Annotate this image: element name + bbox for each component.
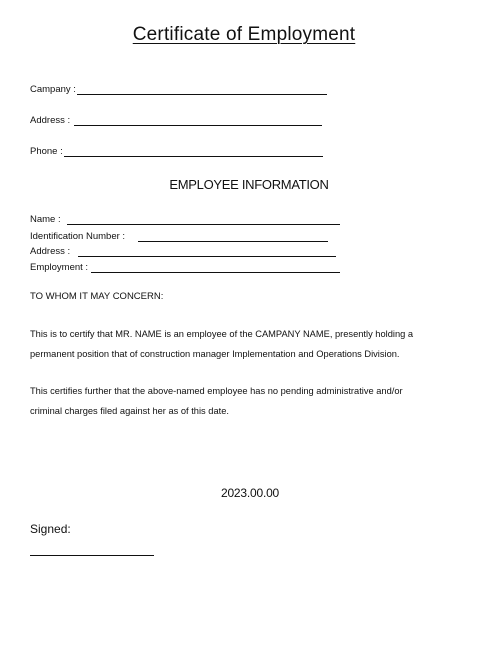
- issue-date: 2023.00.00: [220, 486, 280, 500]
- employee-id-blank-line: [138, 241, 328, 242]
- employee-name-blank-line: [67, 224, 340, 225]
- company-address-label: Address :: [30, 115, 71, 126]
- further-certification-line-1: This certifies further that the above-named employee has no pending administrative and/or: [30, 386, 403, 396]
- employee-name-label: Name :: [30, 214, 61, 225]
- certification-line-1: This is to certify that MR. NAME is an employee of the CAMPANY NAME, presently holding a: [30, 329, 414, 339]
- employee-address-field: [30, 246, 342, 258]
- company-address-blank-line: [74, 125, 322, 126]
- company-phone-field: [30, 146, 330, 158]
- further-certification-line-2: criminal charges filed against her as of this date.: [30, 406, 229, 416]
- certification-line-2: permanent position that of construction manager Implementation and Operations Division.: [30, 349, 400, 359]
- employee-employment-label: Employment :: [30, 262, 89, 273]
- employee-id-label: Identification Number :: [30, 231, 126, 242]
- company-field: [30, 84, 330, 96]
- employee-address-label: Address :: [30, 246, 71, 257]
- further-certification-paragraph: [30, 381, 460, 421]
- document-title: Certificate of Employment: [132, 24, 356, 45]
- company-phone-label: Phone :: [30, 146, 63, 157]
- employee-employment-blank-line: [91, 272, 340, 273]
- section-heading: EMPLOYEE INFORMATION: [169, 177, 329, 192]
- company-phone-blank-line: [64, 156, 323, 157]
- salutation: TO WHOM IT MAY CONCERN:: [30, 291, 164, 302]
- company-label: Campany :: [30, 84, 76, 95]
- company-blank-line: [77, 94, 327, 95]
- employee-address-blank-line: [78, 256, 336, 257]
- certification-paragraph: [30, 324, 460, 364]
- employee-employment-field: [30, 262, 342, 274]
- signed-label: Signed:: [30, 522, 71, 536]
- signature-line: [30, 555, 154, 556]
- employee-id-field: [30, 231, 342, 243]
- company-address-field: [30, 115, 330, 127]
- employee-name-field: [30, 214, 342, 226]
